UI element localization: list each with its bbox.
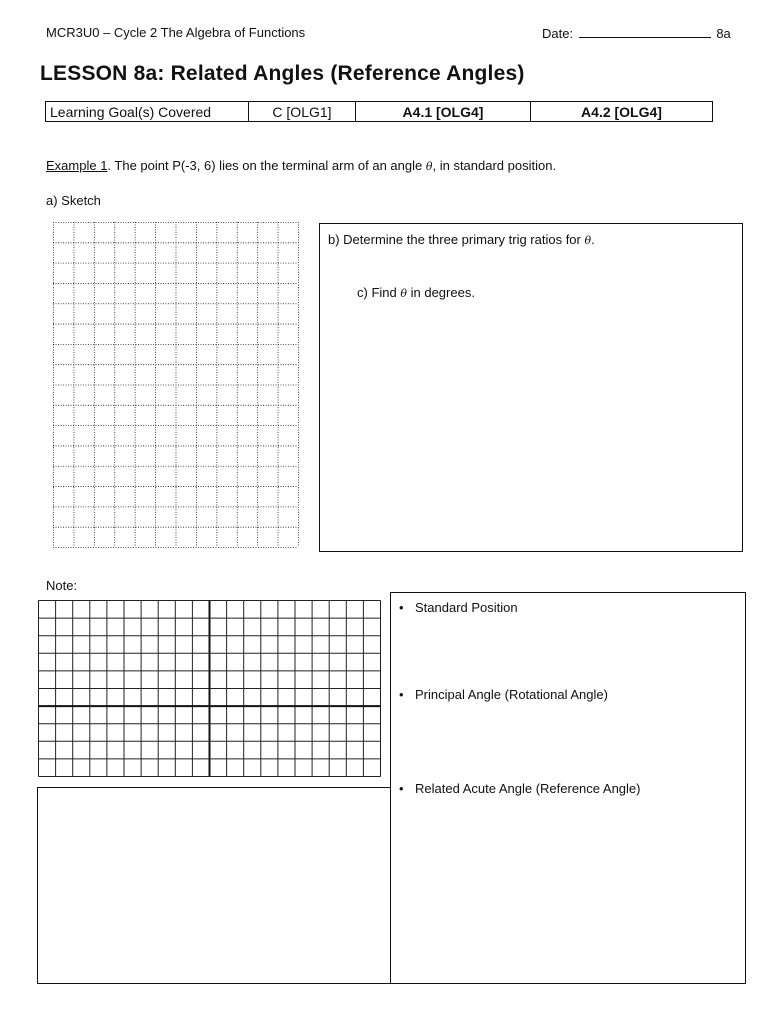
part-c-prefix: c) Find [357,285,397,300]
example-1-text [46,158,556,173]
bullet-icon: • [399,600,404,615]
date-blank-line [579,25,711,38]
bullet-related-acute-angle: Related Acute Angle (Reference Angle) [415,781,641,796]
sketch-grid[interactable] [53,222,299,548]
goals-header-cell: Learning Goal(s) Covered [46,102,249,122]
theta-symbol: θ [400,287,407,300]
part-c-question [357,285,475,300]
goal-cell-a42: A4.2 [OLG4] [531,102,713,122]
part-a-label: a) Sketch [46,193,101,208]
theta-symbol: θ [584,234,592,247]
note-label: Note: [46,578,78,593]
date-header [542,25,731,41]
example-1-label: Example 1 [46,158,108,173]
list-item [399,781,640,796]
goal-cell-c: C [OLG1] [249,102,356,122]
part-b-text: b) Determine the three primary trig ratios for [328,232,581,247]
table-row [46,102,713,122]
example-1-end: , in standard position. [432,158,557,173]
example-1-body: . The point P(-3, 6) lies on the terminal arm of an angle [107,158,423,173]
part-b-question [328,232,595,247]
list-item [399,600,518,615]
goal-cell-a41: A4.1 [OLG4] [356,102,531,122]
lesson-code: 8a [716,26,731,41]
coordinate-grid[interactable] [38,600,382,778]
list-item [399,687,608,702]
part-b-end: . [591,232,595,247]
bullet-icon: • [399,687,404,702]
bullet-standard-position: Standard Position [415,600,518,615]
date-label: Date: [542,26,574,41]
bullet-principal-angle: Principal Angle (Rotational Angle) [415,687,608,702]
theta-symbol: θ [425,160,433,173]
course-header: MCR3U0 – Cycle 2 The Algebra of Functions [46,25,306,40]
page-title: LESSON 8a: Related Angles (Reference Angles) [40,62,525,85]
learning-goals-table [45,101,713,122]
part-c-suffix: in degrees. [410,285,475,300]
note-answer-box[interactable] [37,787,391,984]
bullet-icon: • [399,781,404,796]
definitions-box[interactable] [390,592,746,984]
answer-box-b-c[interactable] [319,223,743,552]
